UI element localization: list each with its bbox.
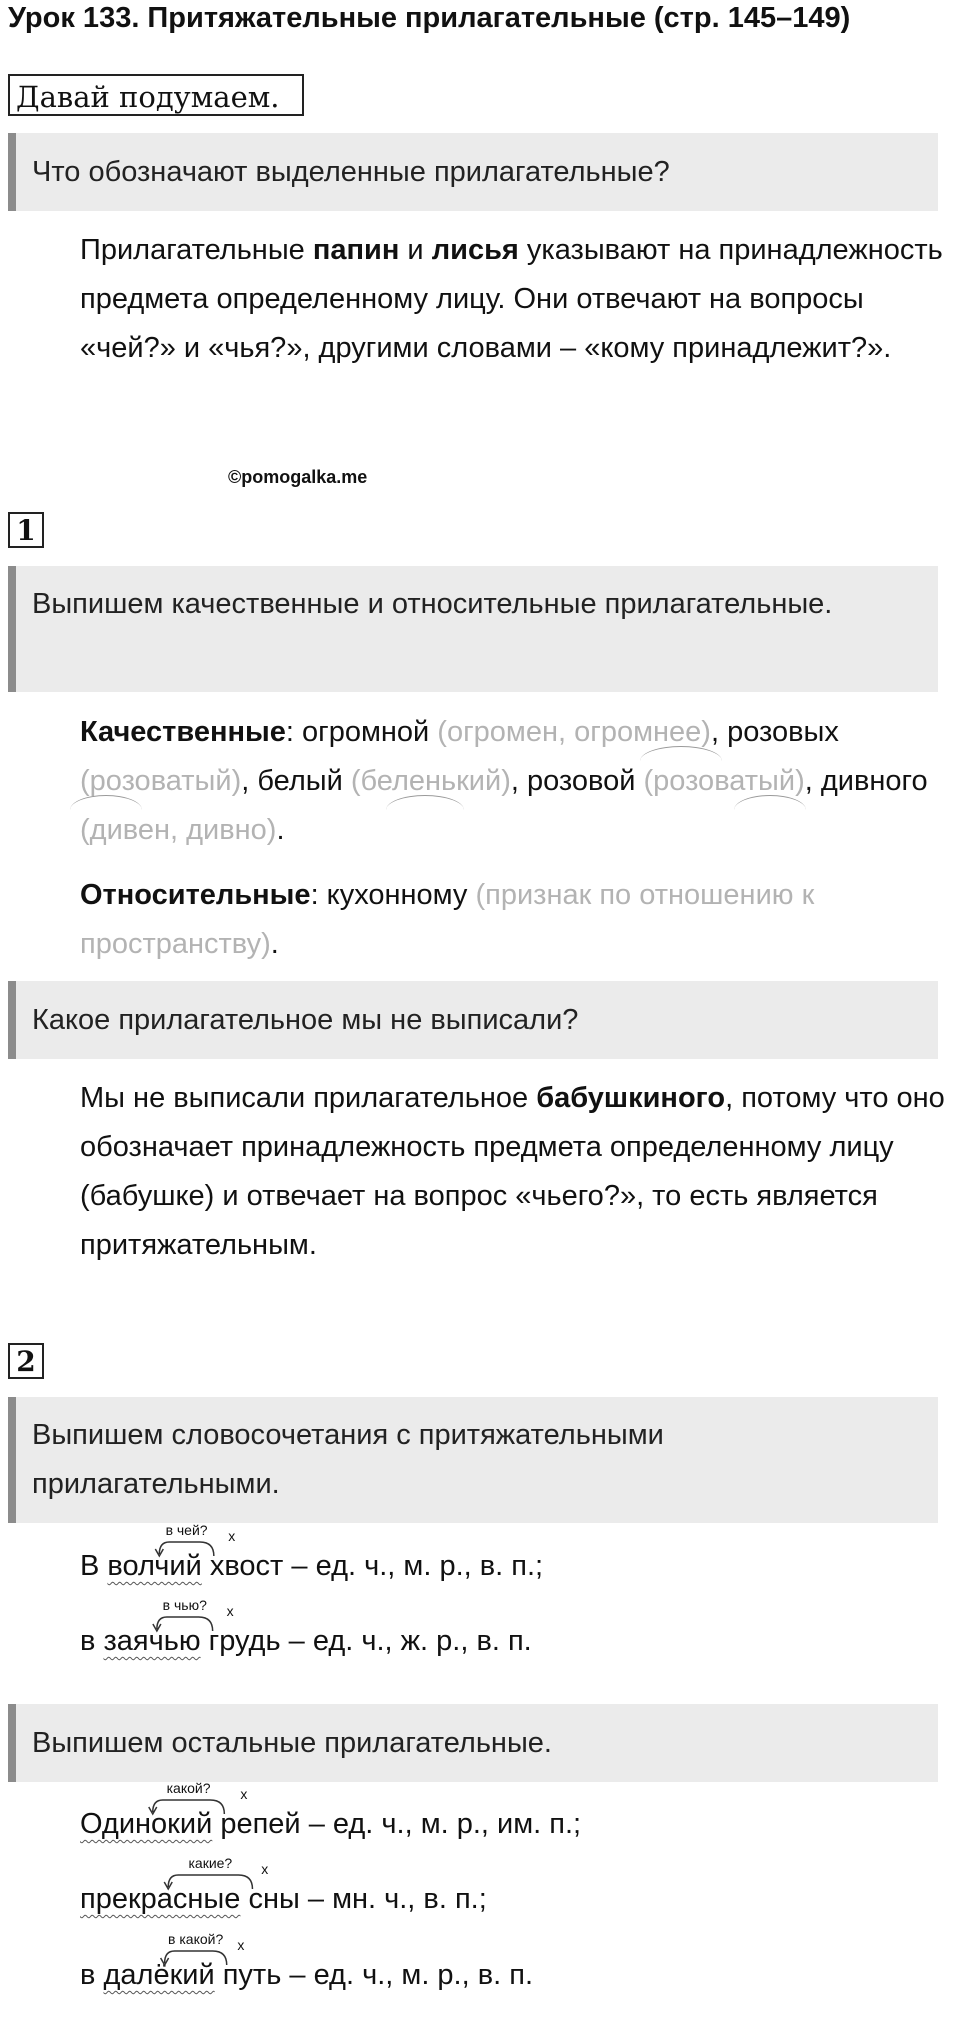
question-text: Что обозначают выделенные прилагательные? [32, 156, 670, 188]
qualitative-paragraph [8, 708, 948, 855]
main-word-mark: х [240, 1786, 248, 1802]
question-label: какие? [188, 1855, 233, 1871]
question-text: Какое прилагательное мы не выписали? [32, 1004, 579, 1036]
phrase-noun: хвост [209, 1550, 284, 1582]
bold-word-papin: папин [312, 234, 400, 266]
phrase-noun: путь [222, 1959, 282, 1991]
phrase-noun: сны [248, 1883, 300, 1915]
qualitative-text: , белый [241, 765, 351, 797]
phrase-adjective: волчий [107, 1550, 202, 1582]
question-label: в чью? [162, 1597, 207, 1613]
relative-paragraph [8, 871, 948, 969]
question-label: какой? [166, 1780, 211, 1796]
watermark: ©pomogalka.me [228, 467, 368, 487]
grey-note: (огромен, огромнее) [437, 716, 711, 748]
think-label-box: Давай подумаем. [8, 74, 304, 116]
question-bar-task2 [8, 1397, 938, 1523]
qualitative-text: , дивного [804, 765, 928, 797]
answer-paragraph-1 [8, 226, 948, 373]
phrase-grammar: – ед. ч., м. р., им. п.; [300, 1808, 582, 1840]
question-bar-task2-2 [8, 1704, 938, 1782]
bold-word-babushkinogo: бабушкиного [536, 1082, 726, 1114]
qualitative-text: : огромной [285, 716, 438, 748]
main-word-mark: х [261, 1861, 269, 1877]
phrase-adjective: прекрасные [80, 1883, 241, 1915]
phrase-grammar: – ед. ч., ж. р., в. п. [280, 1625, 532, 1657]
lesson-title: Урок 133. Притяжательные прилагательные (стр. 145–149) [8, 2, 851, 34]
phrase-preposition: в [80, 1959, 104, 1991]
phrase-line [80, 1959, 533, 1992]
task-number-1: 1 [8, 512, 44, 548]
bold-word-lisya: лисья [431, 234, 519, 266]
relative-label: Относительные [80, 879, 311, 911]
phrase-adjective: Одинокий [80, 1808, 213, 1840]
main-word-mark: х [228, 1528, 236, 1544]
space [215, 1959, 223, 1991]
phrase-noun: грудь [208, 1625, 281, 1657]
question-text: Выпишем словосочетания с притяжательными прилагательными. [32, 1419, 664, 1500]
qualitative-label: Качественные [80, 716, 286, 748]
phrase-grammar: – мн. ч., в. п.; [299, 1883, 487, 1915]
space [202, 1550, 210, 1582]
question-text: Выпишем качественные и относительные прилагательные. [32, 588, 833, 620]
phrase-preposition: В [80, 1550, 108, 1582]
question-bar-1 [8, 133, 938, 211]
question-label: в чей? [165, 1522, 208, 1538]
answer-text: и [399, 234, 432, 266]
phrase-adjective: заячью [103, 1625, 201, 1657]
relative-grey-note: (признак по отношению к пространству) [80, 879, 815, 960]
phrase-noun: репей [220, 1808, 301, 1840]
question-label: в какой? [168, 1931, 224, 1947]
qualitative-text: , розовой [510, 765, 644, 797]
phrase-grammar: – ед. ч., м. р., в. п. [281, 1959, 534, 1991]
relative-text: . [270, 928, 279, 960]
answer-text: Прилагательные [80, 234, 313, 266]
question-arrow [0, 0, 1, 1]
phrase-preposition: в [80, 1625, 104, 1657]
phrase-grammar: – ед. ч., м. р., в. п.; [283, 1550, 544, 1582]
space [201, 1625, 209, 1657]
main-word-mark: х [237, 1937, 245, 1953]
qualitative-text: . [276, 814, 285, 846]
grey-note: (дивен, дивно) [80, 814, 277, 846]
question-text: Выпишем остальные прилагательные. [32, 1727, 552, 1759]
qualitative-text: , розовых [710, 716, 839, 748]
phrase-line [80, 1808, 581, 1841]
phrase-adjective: далёкий [103, 1959, 215, 1991]
grey-note: (беленький) [350, 765, 511, 797]
answer-text: , потому что оно обозначает принадлежность предмета определенному лицу (бабушке) и отвечает на вопрос «чьего?», то есть является притяжательным. [80, 1082, 945, 1261]
question-bar-task1-2 [8, 981, 938, 1059]
answer-paragraph-2 [8, 1074, 948, 1270]
phrase-line [80, 1883, 487, 1916]
task-number-2: 2 [8, 1343, 44, 1379]
grey-note: (розоватый) [643, 765, 805, 797]
question-bar-task1 [8, 566, 938, 692]
grey-note: (розоватый) [80, 765, 242, 797]
answer-text: указывают на принадлежность предмета определенному лицу. Они отвечают на вопросы «чей?» и «чья?», другими словами – «кому принадлежит?». [80, 234, 943, 364]
relative-text: : кухонному [310, 879, 476, 911]
main-word-mark: х [226, 1603, 234, 1619]
phrase-line [80, 1550, 543, 1583]
answer-text: Мы не выписали прилагательное [80, 1082, 537, 1114]
phrase-line [80, 1625, 532, 1658]
